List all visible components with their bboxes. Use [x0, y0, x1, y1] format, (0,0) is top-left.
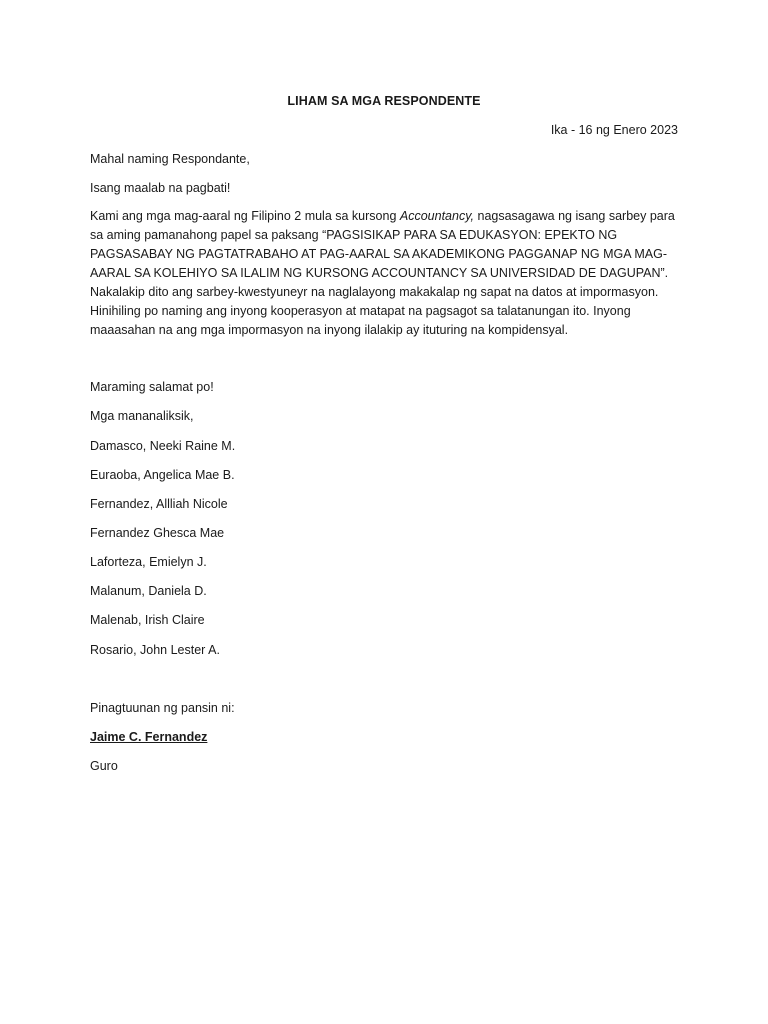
letter-date: Ika - 16 ng Enero 2023 [550, 123, 678, 137]
adviser-title: Guro [90, 759, 118, 773]
body-text-italic: Accountancy, [399, 209, 475, 223]
greeting: Isang maalab na pagbati! [90, 181, 231, 195]
researcher-name: Malanum, Daniela D. [90, 584, 207, 598]
researcher-name: Fernandez, Allliah Nicole [90, 497, 228, 511]
researcher-name: Laforteza, Emielyn J. [90, 555, 207, 569]
body-paragraph [90, 207, 680, 340]
researcher-name: Malenab, Irish Claire [90, 613, 205, 627]
researcher-name: Euraoba, Angelica Mae B. [90, 468, 235, 482]
salutation: Mahal naming Respondante, [90, 152, 250, 166]
researcher-name: Damasco, Neeki Raine M. [90, 439, 236, 453]
body-text-part2: nagsasagawa ng isang sarbey para sa aming pamanahong papel sa paksang “PAGSISIKAP PARA SA EDUKASYON: EPEKTO NG PAGSASABAY NG PAGTATRABAHO AT PAG-AARAL SA AKADEMIKONG PAGGANAP NG MGA MAG-AARAL SA KOLEHIYO SA ILALIM NG KURSONG ACCOUNTANCY SA UNIVERSIDAD DE DAGUPAN”. Nakalakip dito ang sarbey-kwestyuneyr na naglalayong makakalap ng sapat na datos at impormasyon. Hinihiling po naming ang inyong kooperasyon at matapat na pagsagot sa talatanungan ito. Inyong maaasahan na ang mga impormasyon na inyong ilalakip ay ituturing na kompidensyal. [90, 209, 675, 337]
letter-title: LIHAM SA MGA RESPONDENTE [287, 94, 481, 108]
body-text-part1: Kami ang mga mag-aaral ng Filipino 2 mula sa kursong [90, 209, 400, 223]
researcher-name: Fernandez Ghesca Mae [90, 526, 225, 540]
adviser-name: Jaime C. Fernandez [90, 730, 208, 744]
noted-label: Pinagtuunan ng pansin ni: [90, 701, 235, 715]
closing: Maraming salamat po! [90, 380, 214, 394]
researcher-name: Rosario, John Lester A. [90, 643, 220, 657]
researchers-label: Mga mananaliksik, [90, 409, 194, 423]
